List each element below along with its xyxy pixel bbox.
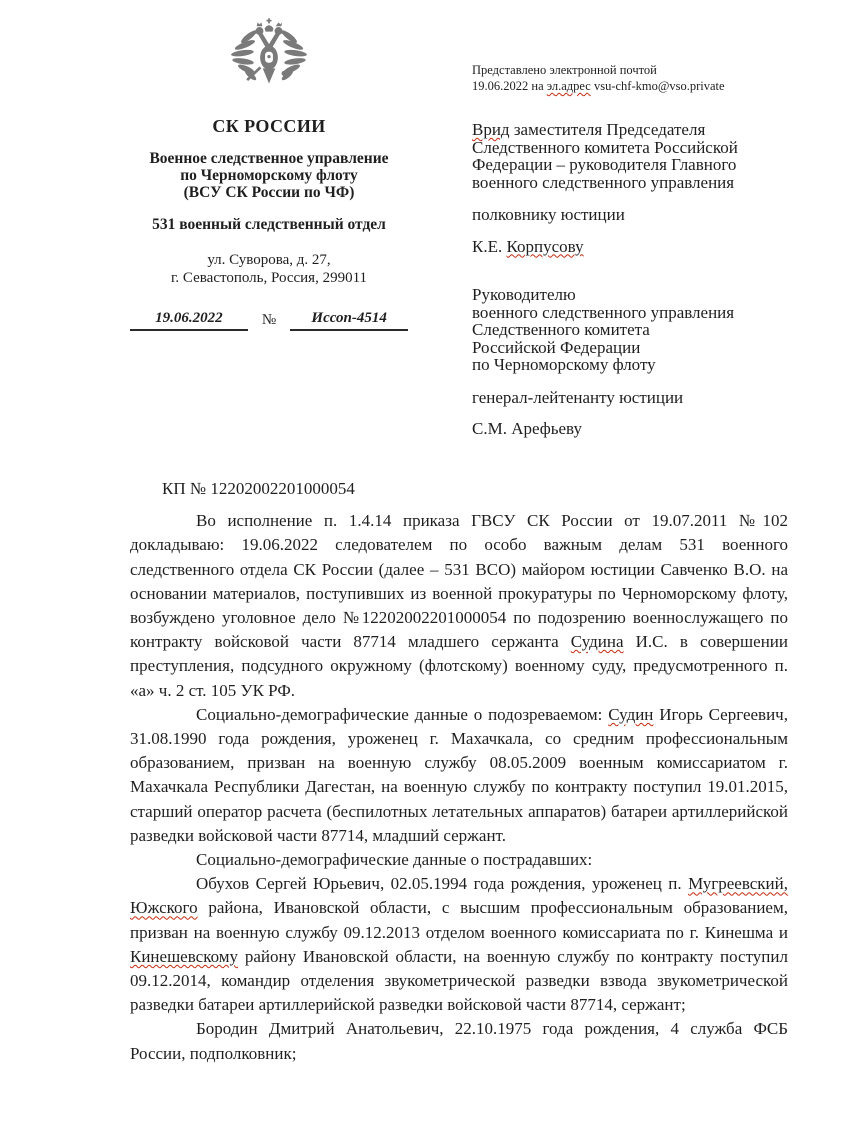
text-run: района, Ивановской области, с высшим профессиональным образованием, призван на военную службу 09.12.2013 отделом военного комиссариата по г. Кинешма и [130, 898, 788, 942]
spellcheck-marked-text: Судин [608, 704, 654, 724]
addressee-1-rank [472, 206, 817, 224]
text-run: военного следственного управления [472, 172, 735, 192]
text-run: Бородин Дмитрий Анатольевич, 22.10.1975 года рождения, 4 служба ФСБ России, подполковник; [130, 1019, 788, 1063]
document-body [130, 477, 788, 1066]
text-run: Федерации – руководителя Главного [472, 155, 737, 174]
addressee-title-line [472, 121, 817, 139]
text-run: району Ивановской области, на военную службу по контракту поступил 09.12.2014, командир отделения звукометрической разведки взвода звукометрической разведки батареи артиллерийской разведки войсковой части 87714, сержант; [130, 946, 788, 1015]
department-name: 531 военный следственный отдел [152, 216, 386, 233]
org-name: СК РОССИИ [212, 116, 326, 136]
addressee-title-line [472, 304, 817, 322]
spellcheck-marked-text: Южского [130, 898, 198, 918]
address-line: г. Севастополь, Россия, 299011 [170, 270, 368, 286]
text-run: Руководителю [472, 285, 576, 304]
text-run: Социально-демографические данные о пострадавших: [196, 850, 593, 870]
text-run: Следственного комитета Российской [472, 137, 738, 157]
addressee-2-name [472, 420, 817, 438]
spellcheck-marked-text: эл.адрес [546, 79, 591, 93]
text-run: Российской Федерации [472, 337, 641, 357]
delivery-note-line [472, 78, 817, 94]
letterhead [116, 16, 422, 331]
text-run: Обухов Сергей Юрьевич, 02.05.1994 года рождения, уроженец п. [196, 874, 689, 894]
org-address [116, 251, 422, 287]
addressee-title-line [472, 321, 817, 339]
delivery-note [472, 62, 817, 94]
paragraph [130, 509, 788, 703]
text-run: генерал-лейтенанту юстиции [472, 387, 684, 407]
delivery-note-line [472, 62, 817, 78]
spellcheck-marked-text: Судина [570, 632, 624, 652]
text-run: по Черноморскому флоту [472, 355, 656, 374]
addressee-2-rank [472, 389, 817, 407]
text-run: Во исполнение п. 1.4.14 приказа ГВСУ СК России от 19.07.2011 №102 докладываю: 19.06.2022 следователем по особо важным делам 531 военного следственного отдела СК России (далее – 531 ВСО) майором юстиции Савченко В.О. на основании материалов, поступивших из военной прокуратуры по Черноморскому флоту, возбуждено уголовное дело №12202002201000054 по подозрению военнослужащего по контракту войсковой части 87714 младшего сержанта [130, 511, 788, 652]
document-date: 19.06.2022 [130, 310, 248, 331]
addressee-title-line [472, 174, 817, 192]
text-run: И.С. в совершении преступления, подсудного окружному (флотскому) военному суду, предусмотренного п. «а» ч. 2 ст. 105 УК РФ. [130, 632, 788, 700]
division-line: по Черноморскому флоту [180, 167, 358, 184]
paragraphs [130, 509, 788, 1066]
case-number: КП № 12202002201000054 [162, 479, 355, 498]
paragraph [130, 1017, 788, 1065]
spellcheck-marked-text: Врид [472, 120, 510, 139]
spellcheck-marked-text: Корпусову [506, 236, 584, 256]
spellcheck-marked-text: Кинешевскому [130, 946, 239, 966]
text-run: полковнику юстиции [472, 205, 625, 224]
addressee-title-line [472, 286, 817, 304]
text-run: Социально-демографические данные о подозреваемом: [196, 704, 609, 724]
text-run: Следственного комитета [472, 320, 650, 339]
text-run: военного следственного управления [472, 302, 735, 322]
document-number: Иссоп-4514 [290, 310, 408, 331]
text-run: Представлено электронной почтой [472, 63, 657, 77]
paragraph [130, 703, 788, 848]
addressee-title-line [472, 356, 817, 374]
text-run: С.М. Арефьеву [472, 419, 582, 438]
addressee-1-name [472, 238, 817, 256]
text-run: vsu-chf-kmo@vso.private [590, 79, 725, 93]
text-run: заместителя Председателя [509, 120, 706, 139]
addressee-2-title [472, 286, 817, 374]
addressee-title-line [472, 156, 817, 174]
paragraph [130, 872, 788, 1017]
recipient-column [472, 62, 817, 438]
division-line: Военное следственное управление [149, 150, 389, 167]
date-number-line [116, 310, 422, 331]
division-name [116, 150, 422, 201]
address-line: ул. Суворова, д. 27, [207, 252, 331, 268]
division-line: (ВСУ СК России по ЧФ) [183, 184, 355, 201]
paragraph [130, 848, 788, 872]
number-sign: № [261, 312, 277, 328]
spellcheck-marked-text: Мугреевский, [688, 874, 788, 894]
russia-coat-of-arms-icon [116, 16, 422, 108]
text-run: 19.06.2022 на [472, 79, 547, 93]
addressee-title-line [472, 339, 817, 357]
addressee-title-line [472, 139, 817, 157]
text-run: Игорь Сергеевич, 31.08.1990 года рождения, уроженец г. Махачкала, со средним профессиональным образованием, призван на военную службу 08.05.2009 военным комиссариатом г. Махачкала Республики Дагестан, на военную службу по контракту поступил 19.01.2015, старший оператор расчета (беспилотных летательных аппаратов) батареи артиллерийской разведки войсковой части 87714, младший сержант. [130, 704, 788, 845]
addressee-1-title [472, 121, 817, 191]
text-run: К.Е. [472, 236, 507, 256]
